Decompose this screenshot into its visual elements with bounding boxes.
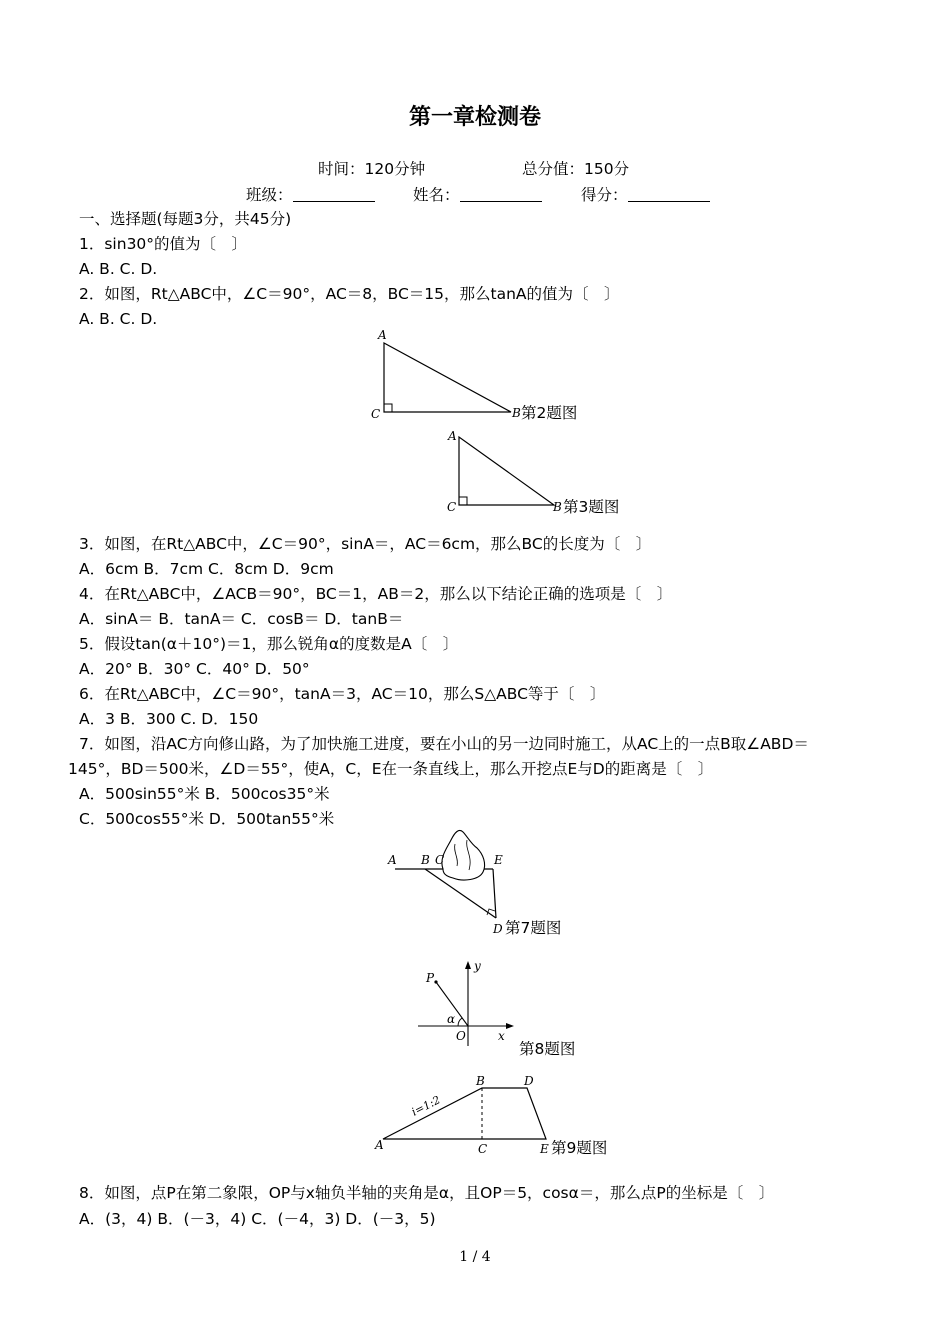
label-p: P xyxy=(426,971,435,985)
name-field xyxy=(413,185,542,205)
answer-options: A．sinA＝ B．tanA＝ C．cosB＝ D．tanB＝ xyxy=(79,610,404,628)
question-text: 1．sin30°的值为〔 〕 xyxy=(79,235,248,253)
question-text: 3．如图，在Rt△ABC中，∠C＝90°，sinA＝，AC＝6cm，那么BC的长度为〔 〕 xyxy=(79,535,652,553)
exam-total-score: 总分值：150分 xyxy=(522,160,630,178)
figure-3-caption: 第3题图 xyxy=(563,498,620,516)
score-label: 得分： xyxy=(581,186,628,204)
figure-9-trapezoid-slope xyxy=(370,1074,555,1160)
label-c: C xyxy=(435,853,445,867)
figure-9-caption: 第9题图 xyxy=(551,1139,608,1157)
score-field xyxy=(581,185,710,205)
answer-options: A. B. C. D. xyxy=(79,310,158,328)
question-text: 6．在Rt△ABC中，∠C＝90°，tanA＝3，AC＝10，那么S△ABC等于〔 〕 xyxy=(79,685,606,703)
answer-options: A．6cm B．7cm C．8cm D．9cm xyxy=(79,560,334,578)
figure-7-mountain-road xyxy=(383,826,513,938)
label-a: A xyxy=(388,853,397,867)
label-a: A xyxy=(375,1138,384,1152)
exam-time: 时间：120分钟 xyxy=(318,160,426,178)
page-title: 第一章检测卷 xyxy=(408,105,541,130)
question-text: 145°，BD＝500米，∠D＝55°，使A，C，E在一条直线上，那么开挖点E与D的距离是〔 〕 xyxy=(68,760,714,778)
slope-label: i=1:2 xyxy=(409,1093,443,1119)
figure-2-caption: 第2题图 xyxy=(521,404,578,422)
label-y: y xyxy=(474,959,481,973)
name-blank xyxy=(460,187,542,202)
score-blank xyxy=(628,187,710,202)
label-c: C xyxy=(371,407,381,421)
label-d: D xyxy=(493,922,503,936)
question-text: 5．假设tan(α＋10°)＝1，那么锐角α的度数是A〔 〕 xyxy=(79,635,459,653)
answer-options: A. B. C. D. xyxy=(79,260,158,278)
label-alpha: α xyxy=(447,1012,456,1026)
question-text: 8．如图，点P在第二象限，OP与x轴负半轴的夹角是α，且OP＝5，cosα＝，那么点P的坐标是〔 〕 xyxy=(79,1184,775,1202)
label-c: C xyxy=(478,1142,488,1156)
answer-options: C．500cos55°米 D．500tan55°米 xyxy=(79,810,335,828)
figure-8-coordinate-plane xyxy=(414,956,518,1048)
class-field xyxy=(246,185,375,205)
class-blank xyxy=(293,187,375,202)
figure-7-caption: 第7题图 xyxy=(505,919,562,937)
page-number: 1 / 4 xyxy=(459,1249,491,1265)
section-heading: 一、选择题(每题3分，共45分) xyxy=(79,210,292,228)
label-b: B xyxy=(421,853,430,867)
label-a: A xyxy=(378,328,387,342)
label-x: x xyxy=(498,1029,505,1043)
label-d: D xyxy=(524,1074,534,1088)
class-label: 班级： xyxy=(246,186,293,204)
figure-2-triangle xyxy=(366,326,526,424)
name-label: 姓名： xyxy=(413,186,460,204)
label-a: A xyxy=(448,429,457,443)
label-b: B xyxy=(476,1074,485,1088)
label-c: C xyxy=(447,500,457,514)
question-text: 7．如图，沿AC方向修山路，为了加快施工进度，要在小山的另一边同时施工，从AC上的一点B取∠ABD＝ xyxy=(79,735,809,753)
label-e: E xyxy=(540,1142,549,1156)
label-o: O xyxy=(456,1029,466,1043)
label-b: B xyxy=(553,500,562,514)
answer-options: A．3 B．300 C. D．150 xyxy=(79,710,259,728)
figure-8-caption: 第8题图 xyxy=(519,1040,576,1058)
answer-options: A．500sin55°米 B．500cos35°米 xyxy=(79,785,330,803)
label-e: E xyxy=(494,853,503,867)
answer-options: A．20° B．30° C．40° D．50° xyxy=(79,660,310,678)
question-text: 2．如图，Rt△ABC中，∠C＝90°，AC＝8，BC＝15，那么tanA的值为〔 〕 xyxy=(79,285,620,303)
question-text: 4．在Rt△ABC中，∠ACB＝90°，BC＝1，AB＝2，那么以下结论正确的选项是〔 〕 xyxy=(79,585,673,603)
figure-3-triangle xyxy=(441,425,571,517)
label-b: B xyxy=(512,406,521,420)
answer-options: A．(3，4) B．(－3，4) C．(－4，3) D．(－3，5) xyxy=(79,1210,436,1228)
